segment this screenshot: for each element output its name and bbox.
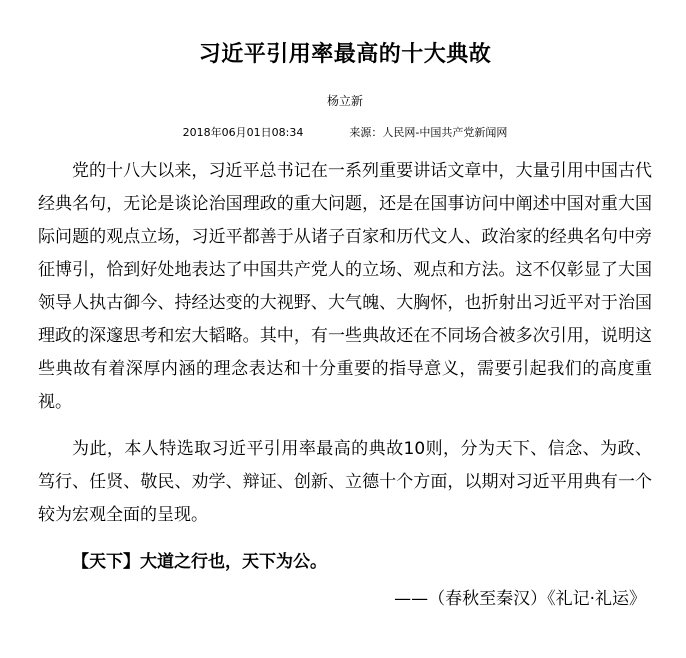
article-source: 来源：人民网-中国共产党新闻网: [349, 126, 508, 139]
article-body: [38, 155, 652, 616]
quote-source: ——（春秋至秦汉）《礼记·礼运》: [394, 589, 646, 609]
article-meta: [38, 125, 652, 141]
article-author: 杨立新: [326, 94, 363, 108]
article-title: 习近平引用率最高的十大典故: [198, 42, 492, 67]
publish-date: 2018年06月01日08:34: [182, 126, 304, 139]
body-paragraph-1: 党的十八大以来，习近平总书记在一系列重要讲话文章中，大量引用中国古代经典名句，无论是谈论治国理政的重大问题，还是在国事访问中阐述中国对重大国际问题的观点立场，习近平都善于从诸子百家和历代文人、政治家的经典名句中旁征博引，恰到好处地表达了中国共产党人的立场、观点和方法。这不仅彰显了大国领导人执古御今、持经达变的大视野、大气魄、大胸怀，也折射出习近平对于治国理政的深邃思考和宏大韬略。其中，有一些典故还在不同场合被多次引用，说明这些典故有着深厚内涵的理念表达和十分重要的指导意义，需要引起我们的高度重视。: [38, 161, 652, 412]
classic-quote: 【天下】大道之行也，天下为公。: [72, 552, 327, 572]
body-paragraph-2: 为此，本人特选取习近平引用率最高的典故10则，分为天下、信念、为政、笃行、任贤、敬民、劝学、辩证、创新、立德十个方面，以期对习近平用典有一个较为宏观全面的呈现。: [38, 439, 652, 525]
